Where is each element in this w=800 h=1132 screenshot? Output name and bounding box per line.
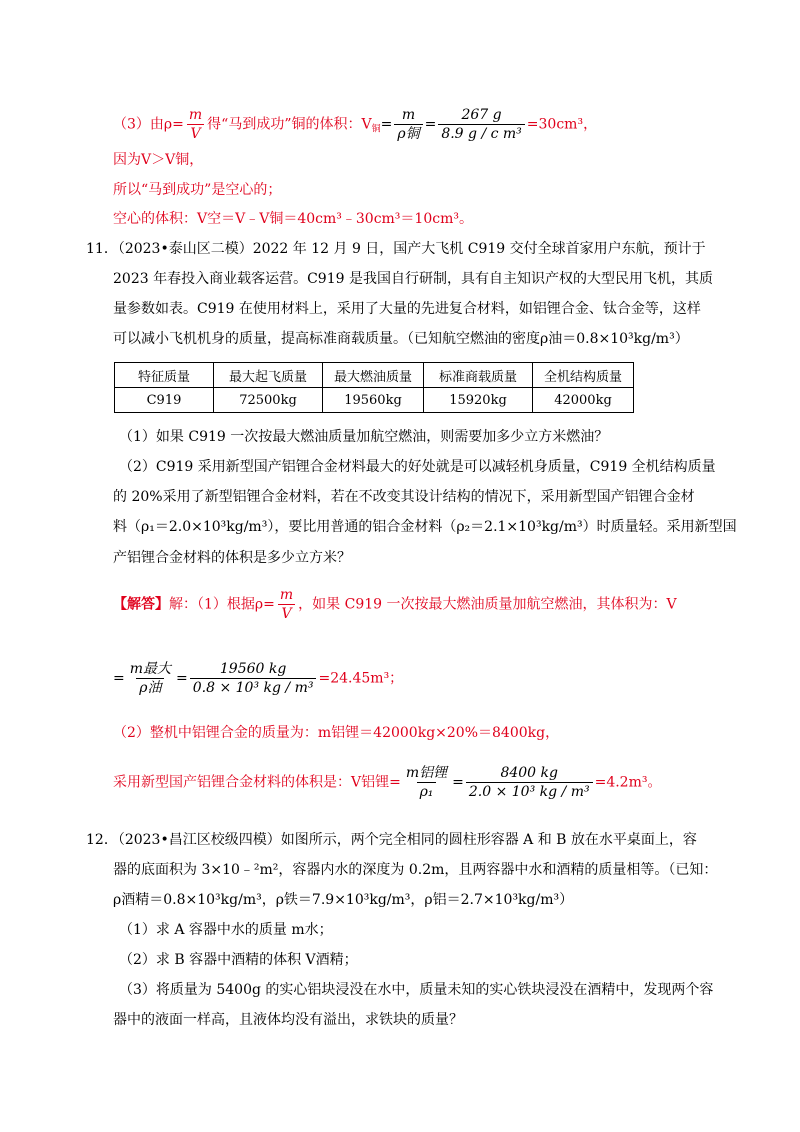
denominator: 2.0 × 10³ kg / m³ xyxy=(466,782,593,801)
table-header-cell: 全机结构质量 xyxy=(533,363,634,388)
equals-sign: = xyxy=(113,670,125,687)
equals-sign: = xyxy=(452,774,464,791)
fraction-m-over-v xyxy=(186,106,205,143)
q12-sub3-line-1: （3）将质量为 5400g 的实心铝块浸没在水中，质量未知的实心铁块浸没在酒精中，发现两个容 xyxy=(119,982,714,998)
because-line: 因为V＞V铜， xyxy=(113,152,204,168)
answer11-line-2 xyxy=(113,660,403,697)
table-cell: 42000kg xyxy=(533,388,634,413)
conclusion-line: 所以“马到成功”是空心的； xyxy=(113,182,282,198)
numerator: 8400 kg xyxy=(500,765,558,781)
text-segment: 得“马到成功”铜的体积：V xyxy=(207,116,372,133)
result: =4.2m³。 xyxy=(594,774,662,791)
fraction-m-over-rho xyxy=(394,106,422,143)
answer11-line-3: （2）整机中铝锂合金的质量为：m铝锂＝42000kg×20%＝8400kg， xyxy=(113,725,560,741)
fraction-267-over-8.9 xyxy=(438,106,524,143)
denominator: V xyxy=(278,604,294,623)
fraction-8400-over-2.0 xyxy=(466,764,593,801)
table-row xyxy=(115,388,634,413)
q11-sub2-line-3: 料（ρ₁＝2.0×10³kg/m³），要比用普通的铝合金材料（ρ₂＝2.1×10³kg/m³）时质量轻。采用新型国 xyxy=(113,519,737,535)
denominator: ρ铜 xyxy=(394,124,422,143)
answer-tag: 【解答】 xyxy=(113,596,169,613)
denominator: 8.9 g / c m³ xyxy=(438,124,524,143)
table-header-row xyxy=(115,363,634,388)
table-header-cell: 标准商载质量 xyxy=(424,363,533,388)
q12-line-1: 12．（2023•昌江区校级四模）如图所示，两个完全相同的圆柱形容器 A 和 B 放在水平桌面上，容 xyxy=(86,832,697,848)
table-header-cell: 最大燃油质量 xyxy=(323,363,424,388)
text-segment: （3）由ρ= xyxy=(113,116,184,133)
equals-sign: = xyxy=(380,116,393,133)
fraction-19560-over-0.8 xyxy=(190,660,317,697)
q11-sub2-line-2: 的 20%采用了新型铝锂合金材料，若在不改变其设计结构的情况下，采用新型国产铝锂合金材 xyxy=(113,489,695,505)
numerator: m xyxy=(279,587,294,603)
numerator: m铝锂 xyxy=(405,765,448,781)
numerator: m xyxy=(401,107,416,123)
denominator: ρ油 xyxy=(136,678,164,697)
hollow-volume-line: 空心的体积：V空＝V﹣V铜＝40cm³﹣30cm³＝10cm³。 xyxy=(113,211,473,227)
q12-sub1: （1）求 A 容器中水的质量 m水； xyxy=(119,922,333,938)
equals-sign: = xyxy=(424,116,437,133)
result: =24.45m³； xyxy=(318,670,404,687)
text-segment: 解：（1）根据ρ= xyxy=(169,596,275,613)
q12-line-3: ρ酒精＝0.8×10³kg/m³，ρ铁＝7.9×10³kg/m³，ρ铝＝2.7×10³kg/m³） xyxy=(113,892,574,908)
numerator: m最大 xyxy=(129,661,172,677)
table-cell: 19560kg xyxy=(323,388,424,413)
fraction-mlili-over-rho1 xyxy=(403,764,450,801)
result: =30cm³， xyxy=(526,116,598,133)
table-header-cell: 最大起飞质量 xyxy=(214,363,323,388)
numerator: 19560 kg xyxy=(219,661,287,677)
numerator: m xyxy=(188,107,203,123)
equals-sign: = xyxy=(176,670,188,687)
subscript: 铜 xyxy=(371,124,381,135)
answer-part3-line xyxy=(113,106,597,143)
text-segment: ，如果 C919 一次按最大燃油质量加航空燃油，其体积为：V xyxy=(298,596,677,613)
fraction-m-over-v xyxy=(277,586,296,623)
c919-spec-table xyxy=(114,362,634,413)
answer11-line-1 xyxy=(113,586,677,623)
table-cell: C919 xyxy=(115,388,214,413)
numerator: 267 g xyxy=(461,107,502,123)
text-segment: 采用新型国产铝锂合金材料的体积是：V铝锂= xyxy=(113,774,401,791)
denominator: V xyxy=(187,124,203,143)
q11-sub2-line-1: （2）C919 采用新型国产铝锂合金材料最大的好处就是可以减轻机身质量，C919 全机结构质量 xyxy=(119,459,716,475)
q11-sub2-line-4: 产铝锂合金材料的体积是多少立方米？ xyxy=(113,550,351,566)
q11-line-3: 量参数如表。C919 在使用材料上，采用了大量的先进复合材料，如铝锂合金、钛合金等，这样 xyxy=(113,301,701,317)
q11-line-2: 2023 年春投入商业载客运营。C919 是我国自行研制，具有自主知识产权的大型民用飞机，其质 xyxy=(113,271,713,287)
denominator: ρ₁ xyxy=(417,782,437,801)
table-cell: 72500kg xyxy=(214,388,323,413)
table-cell: 15920kg xyxy=(424,388,533,413)
q12-line-2: 器的底面积为 3×10﹣²m²，容器内水的深度为 0.2m，且两容器中水和酒精的质量相等。（已知： xyxy=(113,862,718,878)
answer11-line-4 xyxy=(113,764,661,801)
denominator: 0.8 × 10³ kg / m³ xyxy=(190,678,317,697)
q11-line-4: 可以减小飞机机身的质量，提高标准商载质量。（已知航空燃油的密度ρ油＝0.8×10³kg/m³） xyxy=(113,331,689,347)
q12-sub3-line-2: 器中的液面一样高，且液体均没有溢出，求铁块的质量？ xyxy=(113,1012,463,1028)
table-header-cell: 特征质量 xyxy=(115,363,214,388)
q11-sub1: （1）如果 C919 一次按最大燃油质量加航空燃油，则需要加多少立方米燃油？ xyxy=(119,429,609,445)
q12-sub2: （2）求 B 容器中酒精的体积 V酒精； xyxy=(119,952,358,968)
fraction-mmax-over-rho xyxy=(127,660,174,697)
q11-line-1: 11．（2023•泰山区二模）2022 年 12 月 9 日，国产大飞机 C919 交付全球首家用户东航，预计于 xyxy=(86,241,706,257)
